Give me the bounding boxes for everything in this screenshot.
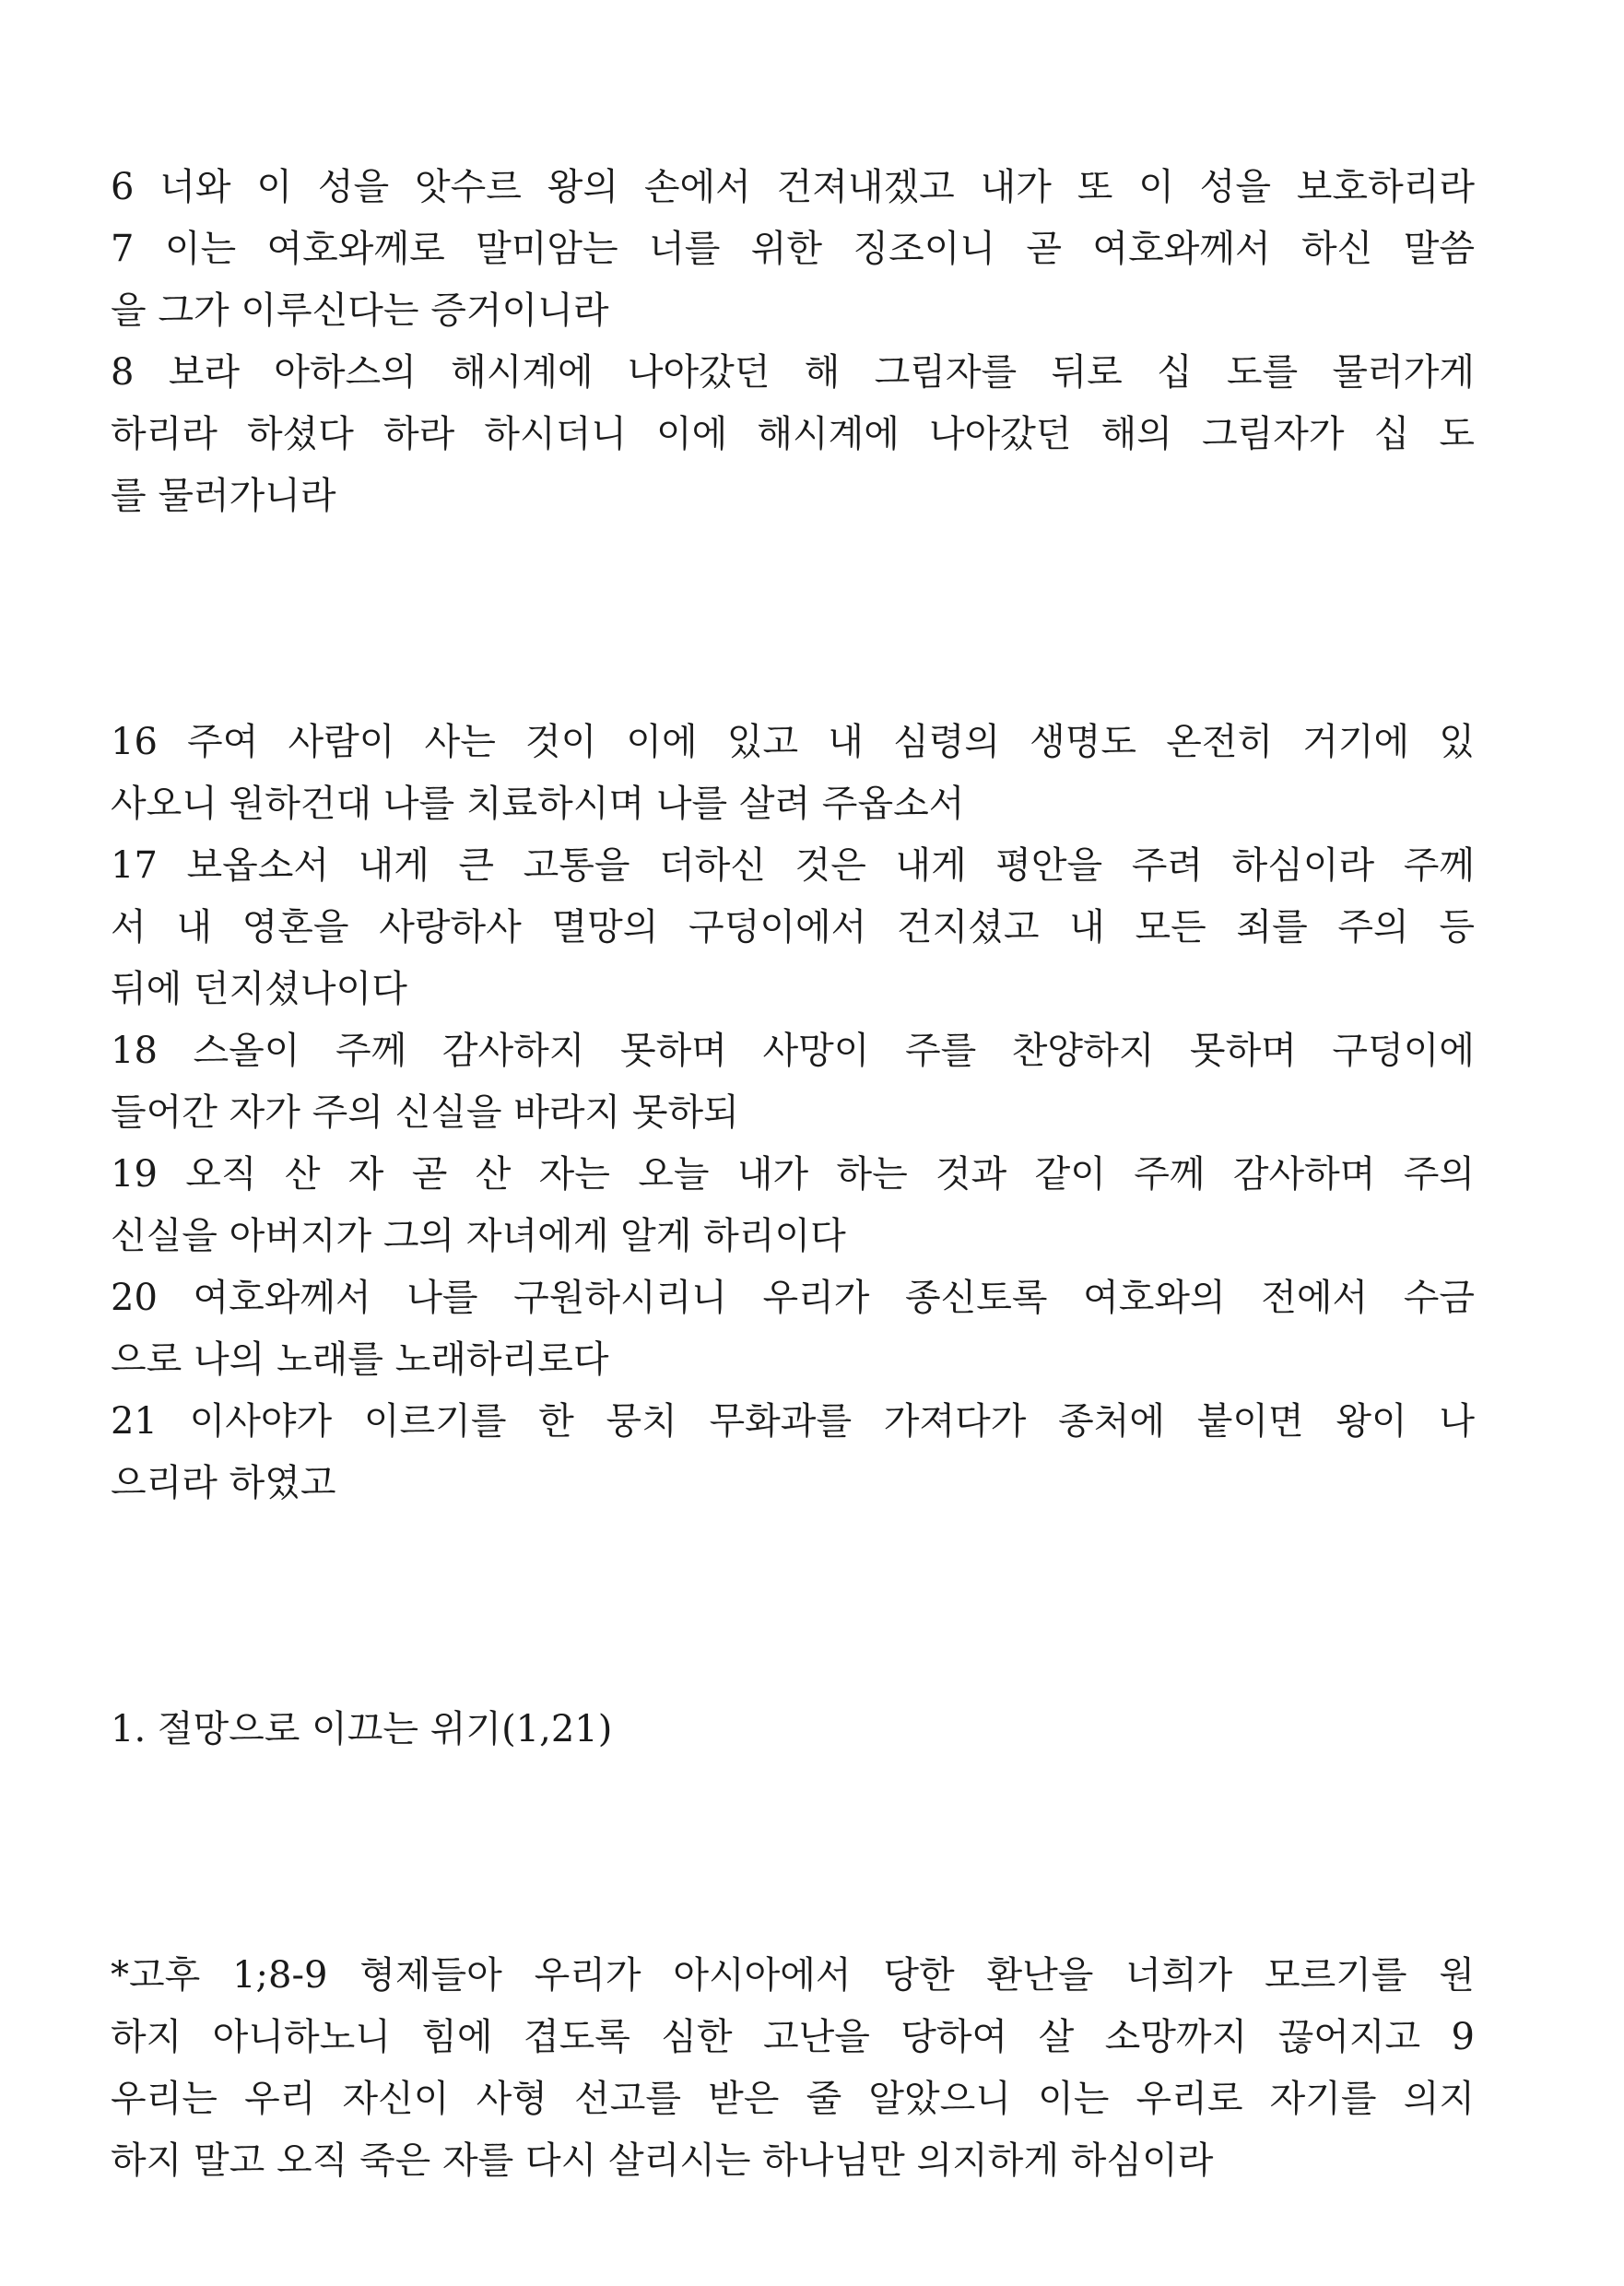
- spacer: [111, 1761, 1475, 1945]
- verses-block-1: [111, 157, 1475, 527]
- text-line: 19 오직 산 자 곧 산 자는 오늘 내가 하는 것과 같이 주께 감사하며 주의: [111, 1153, 1475, 1196]
- text-line: 으로 나의 노래를 노래하리로다: [111, 1338, 609, 1381]
- text-line: 18 스올이 주께 감사하지 못하며 사망이 주를 찬양하지 못하며 구덩이에: [111, 1030, 1475, 1072]
- spacer: [111, 527, 1475, 712]
- reference-block: [111, 1945, 1475, 2192]
- text-line: 서 내 영혼을 사랑하사 멸망의 구덩이에서 건지셨고 내 모든 죄를 주의 등: [111, 906, 1475, 949]
- text-line: 하리라 하셨다 하라 하시더니 이에 해시계에 나아갔던 해의 그림자가 십 도: [111, 413, 1475, 455]
- text-line: 뒤에 던지셨나이다: [111, 968, 407, 1010]
- text-line: 하지 아니하노니 힘에 겹도록 심한 고난을 당하여 살 소망까지 끊어지고 9: [111, 2016, 1475, 2058]
- text-line: 8 보라 아하스의 해시계에 나아갔던 해 그림자를 뒤로 십 도를 물러가게: [111, 351, 1475, 394]
- text-line: 6 너와 이 성을 앗수르 왕의 손에서 건져내겠고 내가 또 이 성을 보호하리라: [111, 166, 1475, 208]
- text-line: 을 그가 이루신다는 증거이니라: [111, 289, 609, 332]
- text-line: 우리는 우리 자신이 사형 선고를 받은 줄 알았으니 이는 우리로 자기를 의지: [111, 2078, 1475, 2120]
- text-line: 를 물러가니라: [111, 475, 336, 517]
- text-line: *고후 1;8-9 형제들아 우리가 아시아에서 당한 환난을 너희가 모르기를 원: [111, 1954, 1475, 1997]
- text-line: 으리라 하였고: [111, 1462, 336, 1504]
- text-line: 사오니 원하건대 나를 치료하시며 나를 살려 주옵소서: [111, 783, 965, 825]
- text-line: 21 이사야가 이르기를 한 뭉치 무화과를 가져다가 종처에 붙이면 왕이 나: [111, 1400, 1475, 1443]
- text-line: 20 여호와께서 나를 구원하시리니 우리가 종신토록 여호와의 전에서 수금: [111, 1277, 1475, 1319]
- section-heading: [111, 1699, 1475, 1761]
- text-line: 신실을 아버지가 그의 자녀에게 알게 하리이다: [111, 1215, 846, 1257]
- text-line: 17 보옵소서 내게 큰 고통을 더하신 것은 내게 평안을 주려 하심이라 주께: [111, 844, 1475, 887]
- verses-block-2: [111, 712, 1475, 1514]
- text-line: 하지 말고 오직 죽은 자를 다시 살리시는 하나님만 의지하게 하심이라: [111, 2139, 1214, 2182]
- text-line: 들어간 자가 주의 신실을 바라지 못하되: [111, 1091, 739, 1134]
- text-line: 16 주여 사람이 사는 것이 이에 있고 내 심령의 생명도 온전히 거기에 있: [111, 721, 1475, 763]
- document-page: [111, 157, 1475, 2192]
- spacer: [111, 1514, 1475, 1699]
- heading-text: 1. 절망으로 이끄는 위기(1,21): [111, 1708, 613, 1750]
- text-line: 7 이는 여호와께로 말미암는 너를 위한 징조이니 곧 여호와께서 하신 말씀: [111, 228, 1475, 270]
